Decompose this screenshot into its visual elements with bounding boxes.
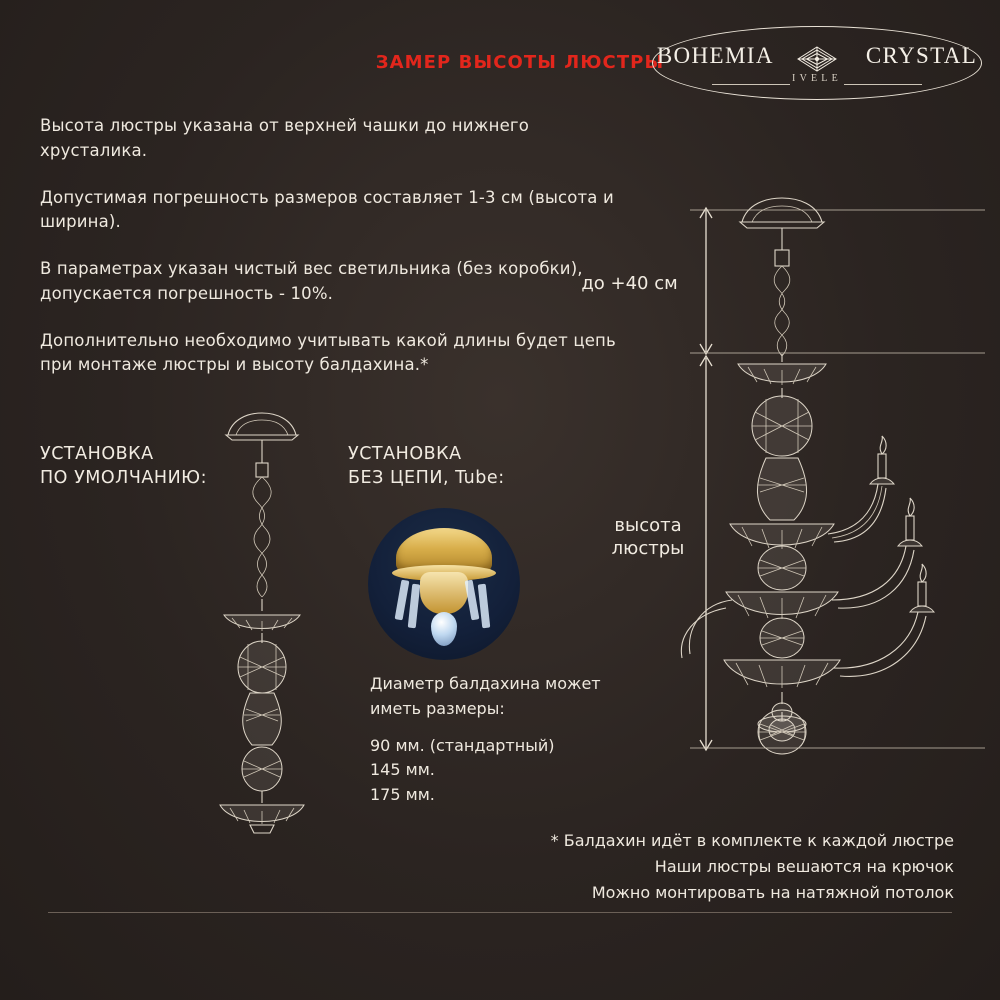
no-chain-heading-line1: УСТАНОВКА <box>348 444 462 464</box>
intro-text-block <box>40 114 640 400</box>
canopy-size-item: 175 мм. <box>370 785 435 805</box>
default-install-heading <box>40 443 207 490</box>
dimension-arrows <box>690 208 985 750</box>
brand-divider-right <box>844 84 922 85</box>
footnotes-block <box>434 828 954 906</box>
chandelier-height-label-line1: высота <box>614 515 682 536</box>
canopy-diameter-lead <box>370 672 670 722</box>
diamond-ornament-icon <box>796 46 838 72</box>
intro-paragraph-2: Допустимая погрешность размеров составляет 1-3 см (высота и ширина). <box>40 187 614 232</box>
no-chain-install-heading <box>348 443 505 490</box>
brand-left-text: BOHEMIA <box>656 43 774 68</box>
chandelier-height-label-line2: люстры <box>611 538 685 560</box>
canopy-size-item: 145 мм. <box>370 760 435 780</box>
brand-subtitle: IVELE <box>792 73 842 84</box>
canopy-diameter-lead-line1: Диаметр балдахина может <box>370 674 601 693</box>
fixture-crystal <box>395 580 410 621</box>
no-chain-heading-line2: БЕЗ ЦЕПИ, Tube: <box>348 467 505 488</box>
fixture-crystal <box>408 584 421 629</box>
canopy-size-item: 90 мм. (стандартный) <box>370 735 555 755</box>
footnote-item: * Балдахин идёт в комплекте к каждой люстре <box>550 831 954 850</box>
page-title: ЗАМЕР ВЫСОТЫ ЛЮСТРЫ <box>375 52 665 73</box>
intro-paragraph-3: В параметрах указан чистый вес светильника (без коробки), допускается погрешность - 10%. <box>40 259 583 303</box>
default-install-heading-line1: УСТАНОВКА <box>40 444 154 464</box>
fixture-crystal <box>478 584 491 629</box>
tube-fixture-photo <box>368 508 520 660</box>
fixture-body <box>420 572 468 614</box>
fixture-crystal-drop <box>431 612 457 646</box>
footnote-item: Наши люстры вешаются на крючок <box>654 856 954 876</box>
default-install-heading-line2: ПО УМОЛЧАНИЮ: <box>40 467 208 488</box>
brand-divider-left <box>712 84 790 85</box>
chandelier-height-label <box>598 514 698 561</box>
canopy-diameter-lead-line2: иметь размеры: <box>370 698 505 718</box>
brand-logo <box>652 26 982 100</box>
intro-paragraph-1: Высота люстры указана от верхней чашки до нижнего хрусталика. <box>40 116 529 160</box>
top-measurement-label: до +40 см <box>581 273 678 294</box>
footnote-item: Можно монтировать на натяжной потолок <box>591 882 954 902</box>
canopy-diameter-block <box>370 672 670 808</box>
bottom-divider <box>48 912 952 913</box>
intro-paragraph-4: Дополнительно необходимо учитывать какой длины будет цепь при монтаже люстры и высоту балдахина.* <box>40 330 616 375</box>
brand-right-text: CRYSTAL <box>865 43 978 68</box>
